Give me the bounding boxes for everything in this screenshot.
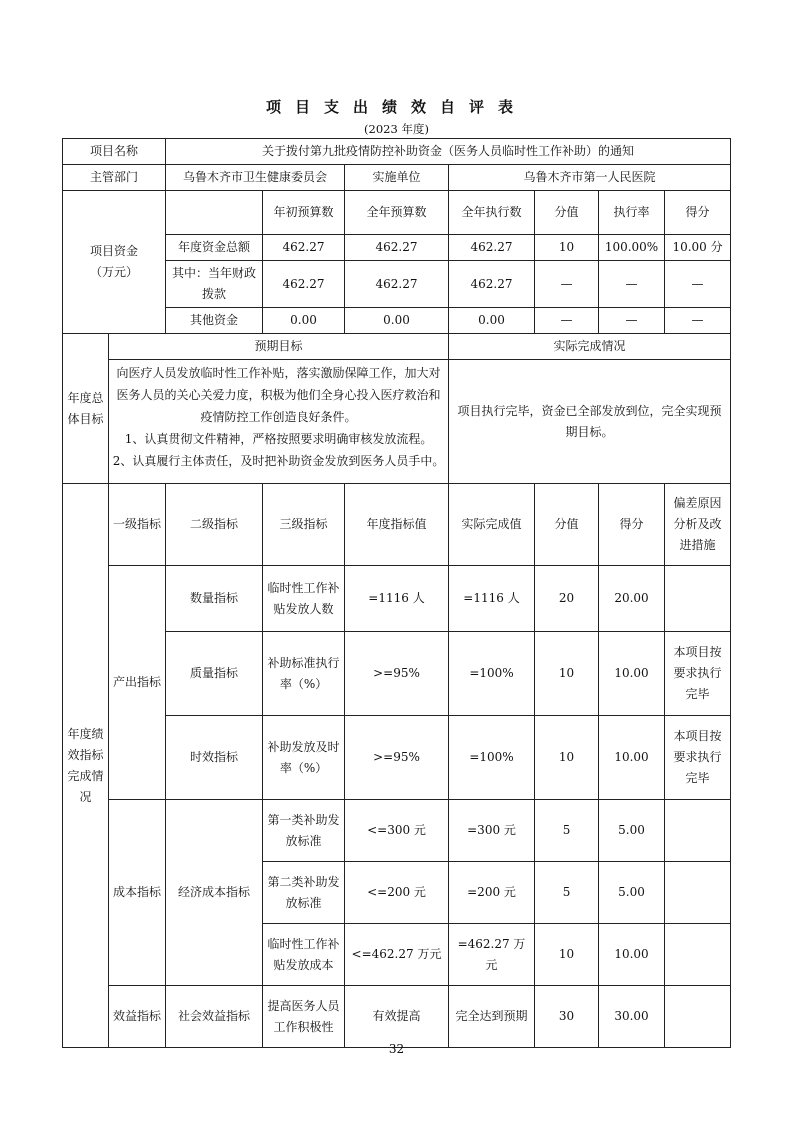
score-value-cell: 10 [535,716,599,800]
funds-row-score: 10.00 分 [665,235,731,261]
funds-row-executed: 462.27 [449,235,535,261]
page-number: 32 [388,1042,405,1056]
funds-row-annual: 462.27 [345,235,449,261]
level3-cell: 第二类补助发放标准 [263,862,345,924]
level3-cell: 补助标准执行率（%） [263,632,345,716]
page-title: 项目支出绩效自评表 [265,98,527,116]
indicator-row [63,800,731,862]
score-cell: 20.00 [599,566,665,632]
target-cell: =1116 人 [345,566,449,632]
header-level2: 二级指标 [166,484,263,566]
funds-row-score-value: — [535,261,599,308]
goals-expected-header: 预期目标 [109,334,449,360]
funds-label-line2: （万元） [90,265,139,279]
header-level1: 一级指标 [109,484,166,566]
score-cell: 10.00 [599,632,665,716]
goals-expected-text: 向医疗人员发放临时性工作补贴，落实激励保障工作，加大对医务人员的关心关爱力度，积极为他们全身心投入医疗救治和疫情防控工作创造良好条件。 1、认真贯彻文件精神，严格按照要求明确审核发放流程。 2、认真履行主体责任，及时把补助资金发放到医务人员手中。 [109,360,449,484]
funds-row-annual: 0.00 [345,308,449,334]
level2-cell: 社会效益指标 [166,986,263,1048]
actual-cell: =300 元 [449,800,535,862]
funds-header-blank [166,191,263,235]
header-target: 年度指标值 [345,484,449,566]
level2-cell: 质量指标 [166,632,263,716]
group-output: 产出指标 [109,566,166,800]
target-cell: <=200 元 [345,862,449,924]
score-value-cell: 10 [535,924,599,986]
analysis-cell [665,986,731,1048]
level2-cell: 时效指标 [166,716,263,800]
dept-label: 主管部门 [63,165,166,191]
actual-cell: =200 元 [449,862,535,924]
funds-row-initial: 462.27 [263,261,345,308]
header-score-value: 分值 [535,484,599,566]
project-name-value: 关于拨付第九批疫情防控补助资金（医务人员临时性工作补助）的通知 [166,139,731,165]
funds-row-label: 其他资金 [166,308,263,334]
score-cell: 10.00 [599,924,665,986]
score-value-cell: 5 [535,800,599,862]
analysis-cell [665,800,731,862]
score-value-cell: 5 [535,862,599,924]
funds-header-rate: 执行率 [599,191,665,235]
indicators-section-label: 年度绩效指标完成情况 [63,484,109,1048]
funds-row-score-value: — [535,308,599,334]
funds-header-annual: 全年预算数 [345,191,449,235]
funds-header-executed: 全年执行数 [449,191,535,235]
dept-value: 乌鲁木齐市卫生健康委员会 [166,165,345,191]
analysis-cell [665,566,731,632]
target-cell: >=95% [345,632,449,716]
impl-label: 实施单位 [345,165,449,191]
funds-row-executed: 462.27 [449,261,535,308]
funds-label [63,191,166,334]
level3-cell: 提高医务人员工作积极性 [263,986,345,1048]
funds-row-label: 年度资金总额 [166,235,263,261]
goals-actual-text: 项目执行完毕，资金已全部发放到位，完全实现预期目标。 [449,360,731,484]
funds-row-annual: 462.27 [345,261,449,308]
funds-row-label: 其中：当年财政拨款 [166,261,263,308]
header-score: 得分 [599,484,665,566]
target-cell: <=300 元 [345,800,449,862]
funds-header-score: 得分 [665,191,731,235]
level3-cell: 补助发放及时率（%） [263,716,345,800]
header-level3: 三级指标 [263,484,345,566]
actual-cell: =462.27 万元 [449,924,535,986]
analysis-cell [665,862,731,924]
evaluation-table [62,138,731,1048]
level3-cell: 临时性工作补贴发放人数 [263,566,345,632]
score-value-cell: 30 [535,986,599,1048]
impl-value: 乌鲁木齐市第一人民医院 [449,165,731,191]
year-subtitle: (2023 年度) [364,122,429,136]
score-cell: 30.00 [599,986,665,1048]
level2-cell: 数量指标 [166,566,263,632]
funds-row-rate: 100.00% [599,235,665,261]
level3-cell: 第一类补助发放标准 [263,800,345,862]
funds-row-initial: 462.27 [263,235,345,261]
funds-row-rate: — [599,261,665,308]
funds-row-rate: — [599,308,665,334]
funds-header-initial: 年初预算数 [263,191,345,235]
actual-cell: 完全达到预期 [449,986,535,1048]
level2-cell: 经济成本指标 [166,800,263,986]
analysis-cell [665,924,731,986]
score-cell: 5.00 [599,800,665,862]
funds-label-line1: 项目资金 [90,244,139,258]
analysis-cell: 本项目按要求执行完毕 [665,632,731,716]
project-name-label: 项目名称 [63,139,166,165]
level3-cell: 临时性工作补贴发放成本 [263,924,345,986]
actual-cell: =1116 人 [449,566,535,632]
group-benefit: 效益指标 [109,986,166,1048]
group-cost: 成本指标 [109,800,166,986]
goals-actual-header: 实际完成情况 [449,334,731,360]
target-cell: <=462.27 万元 [345,924,449,986]
funds-row-score: — [665,308,731,334]
goals-label: 年度总体目标 [63,334,109,484]
actual-cell: =100% [449,632,535,716]
score-cell: 5.00 [599,862,665,924]
header-analysis: 偏差原因分析及改进措施 [665,484,731,566]
funds-row-executed: 0.00 [449,308,535,334]
analysis-cell: 本项目按要求执行完毕 [665,716,731,800]
funds-row-score-value: 10 [535,235,599,261]
funds-header-score-value: 分值 [535,191,599,235]
target-cell: 有效提高 [345,986,449,1048]
funds-row-initial: 0.00 [263,308,345,334]
indicator-row [63,566,731,632]
actual-cell: =100% [449,716,535,800]
score-value-cell: 10 [535,632,599,716]
header-actual: 实际完成值 [449,484,535,566]
score-cell: 10.00 [599,716,665,800]
funds-row-score: — [665,261,731,308]
indicator-row [63,986,731,1048]
score-value-cell: 20 [535,566,599,632]
target-cell: >=95% [345,716,449,800]
